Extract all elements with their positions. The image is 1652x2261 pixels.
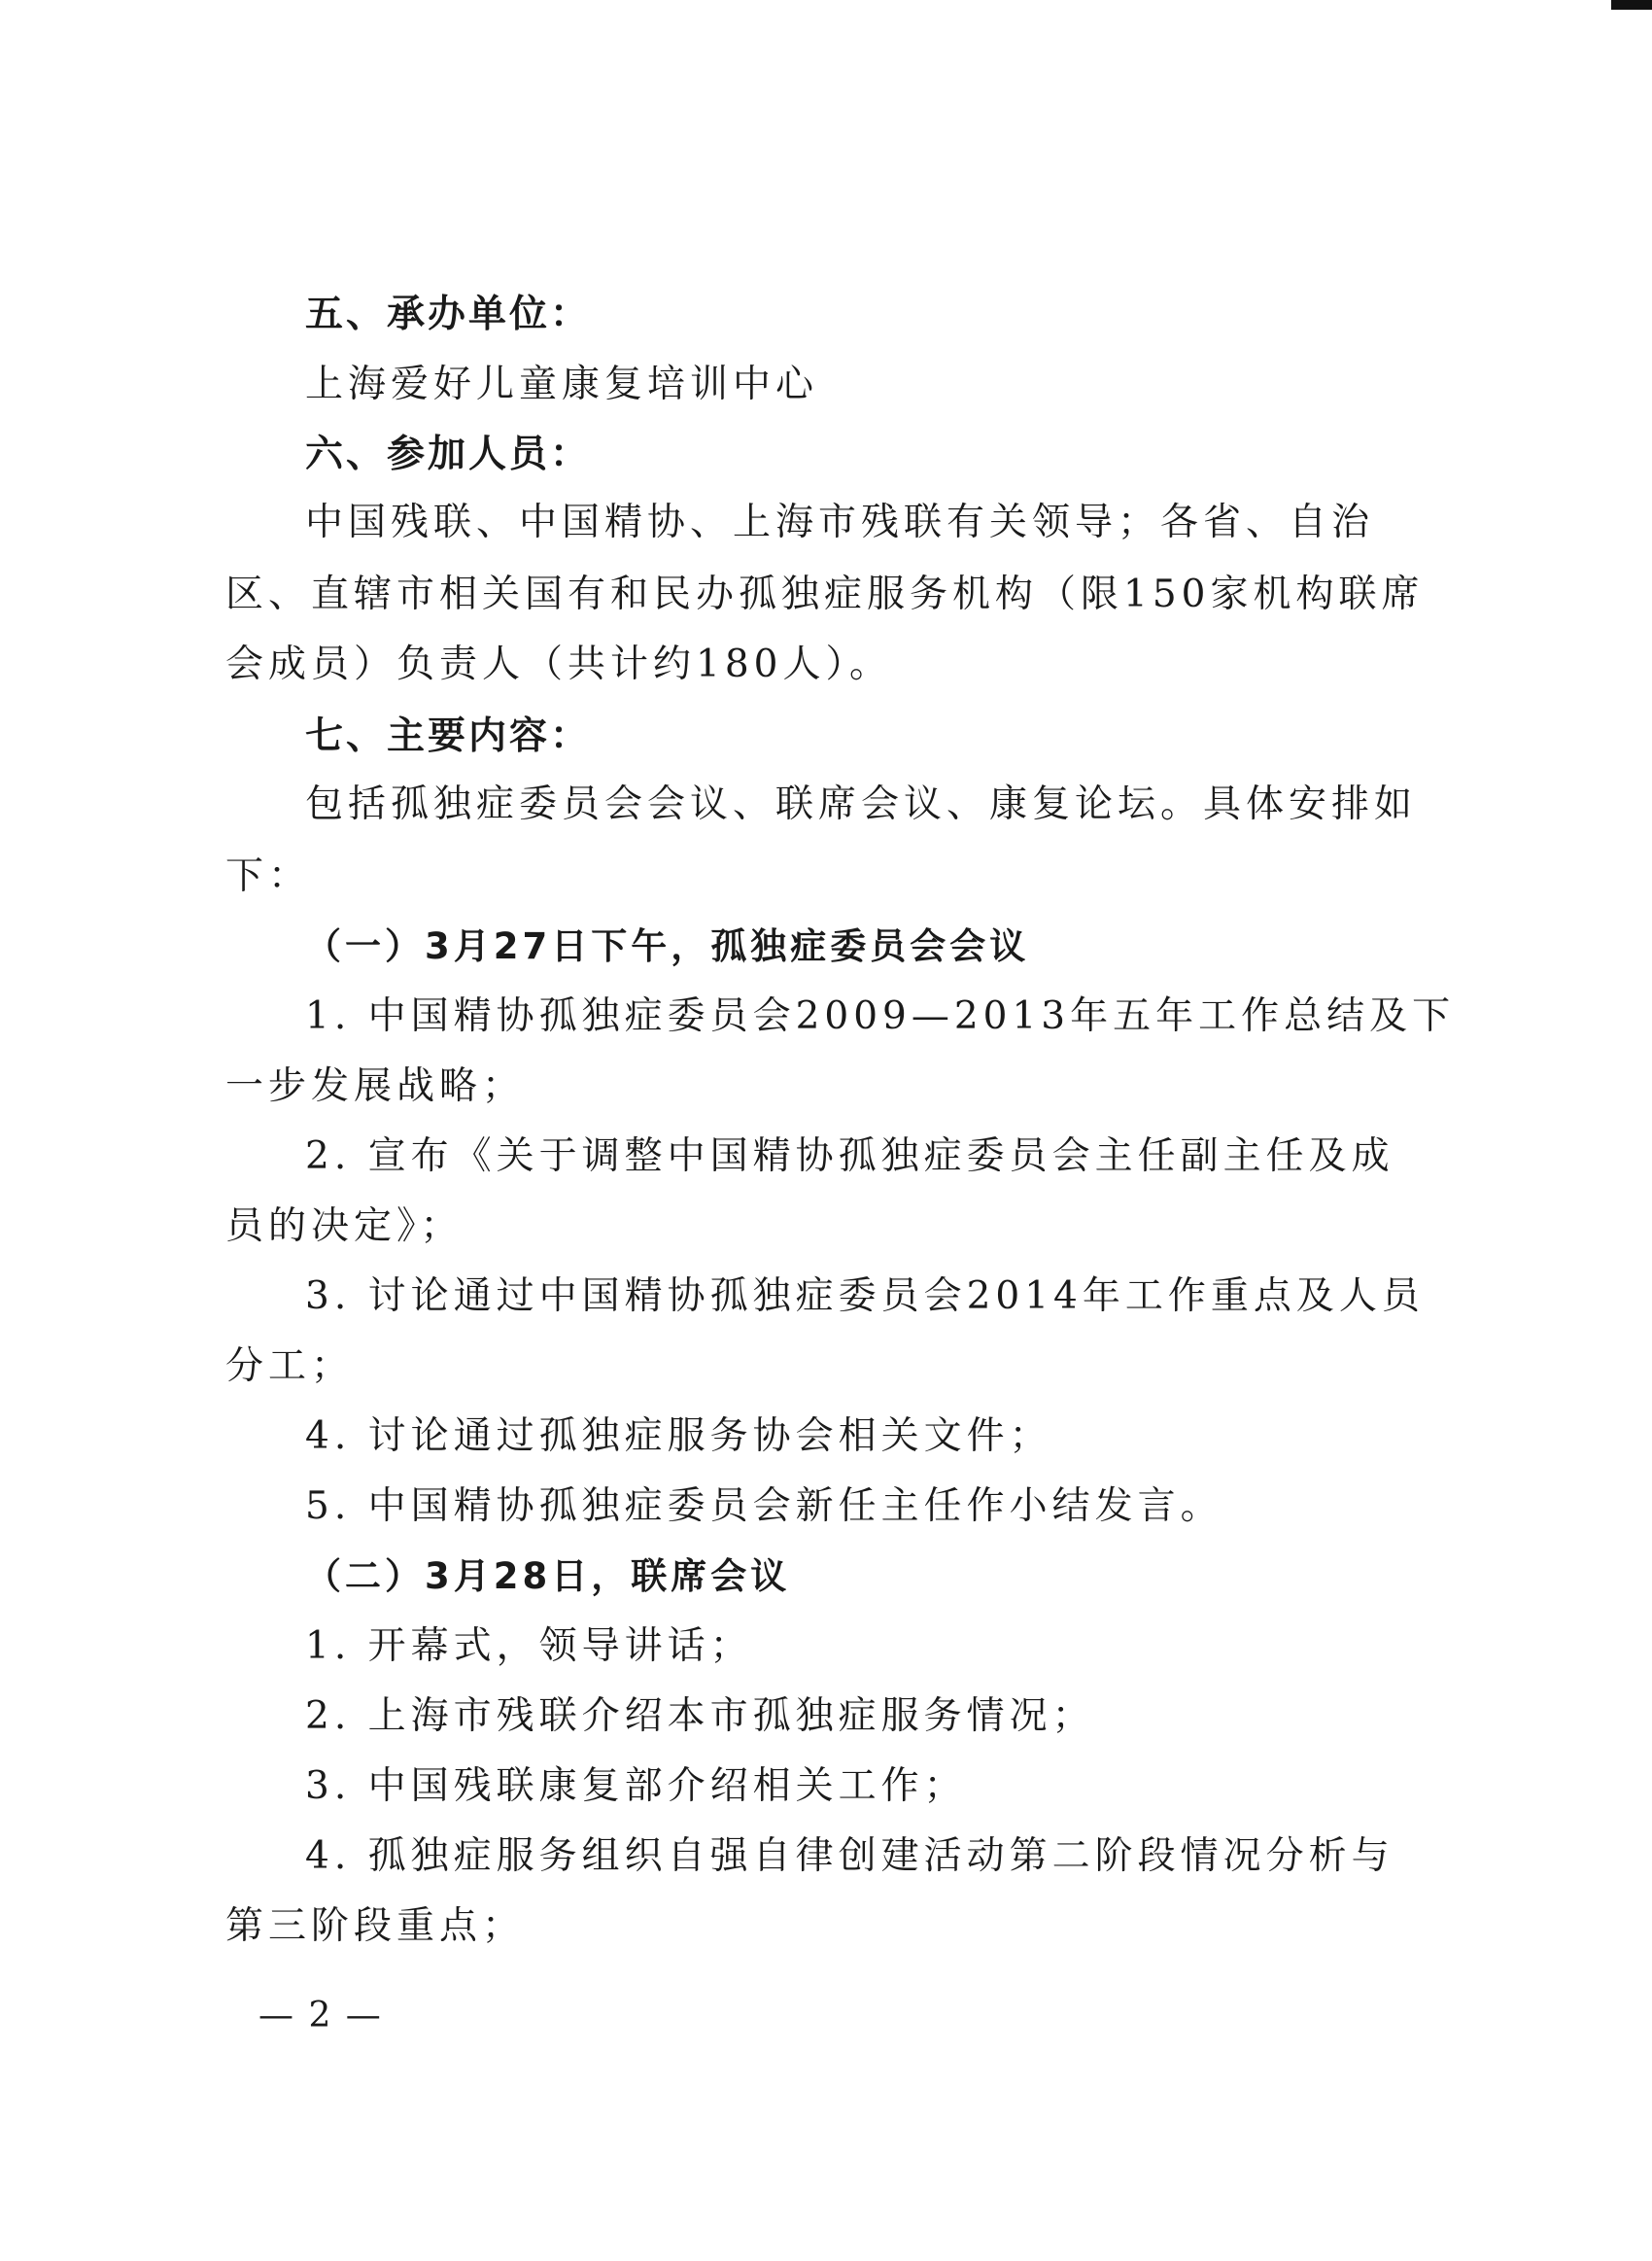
part-two-item: 2. 上海市残联介绍本市孤独症服务情况； (305, 1694, 1095, 1738)
section-six-line: 区、直辖市相关国有和民办孤独症服务机构（限150家机构联席 (225, 573, 1425, 616)
page-number: — 2 — (258, 1996, 383, 2035)
part-two-item: 1. 开幕式，领导讲话； (305, 1624, 753, 1668)
part-two-item: 第三阶段重点； (225, 1904, 526, 1948)
part-one-item: 分工； (225, 1344, 355, 1388)
part-one-item: 2. 宣布《关于调整中国精协孤独症委员会主任副主任及成 (305, 1134, 1394, 1178)
section-five-body: 上海爱好儿童康复培训中心 (305, 363, 819, 406)
part-one-item: 1. 中国精协孤独症委员会2009—2013年五年工作总结及下 (305, 994, 1456, 1038)
part-one-item: 员的决定》； (225, 1204, 464, 1248)
part-one-item: 一步发展战略； (225, 1064, 526, 1108)
section-seven-line: 下： (225, 854, 312, 898)
section-seven-heading: 七、主要内容： (305, 714, 592, 758)
section-six-line: 中国残联、中国精协、上海市残联有关领导；各省、自治 (305, 501, 1375, 544)
scan-edge-mark (1611, 0, 1652, 10)
section-six-heading: 六、参加人员： (305, 433, 592, 476)
part-one-item: 3. 讨论通过中国精协孤独症委员会2014年工作重点及人员 (305, 1274, 1425, 1318)
section-six-line: 会成员）负责人（共计约180人）。 (225, 643, 892, 686)
section-five-heading: 五、承办单位： (305, 293, 592, 336)
section-seven-line: 包括孤独症委员会会议、联席会议、康复论坛。具体安排如 (305, 783, 1418, 826)
part-one-title: （一）3月27日下午，孤独症委员会会议 (305, 925, 1030, 967)
part-one-item: 5. 中国精协孤独症委员会新任主任作小结发言。 (305, 1484, 1223, 1528)
part-two-item: 4. 孤独症服务组织自强自律创建活动第二阶段情况分析与 (305, 1834, 1394, 1878)
part-one-item: 4. 讨论通过孤独症服务协会相关文件； (305, 1414, 1052, 1458)
part-two-title: （二）3月28日，联席会议 (305, 1555, 791, 1597)
part-two-item: 3. 中国残联康复部介绍相关工作； (305, 1764, 967, 1808)
